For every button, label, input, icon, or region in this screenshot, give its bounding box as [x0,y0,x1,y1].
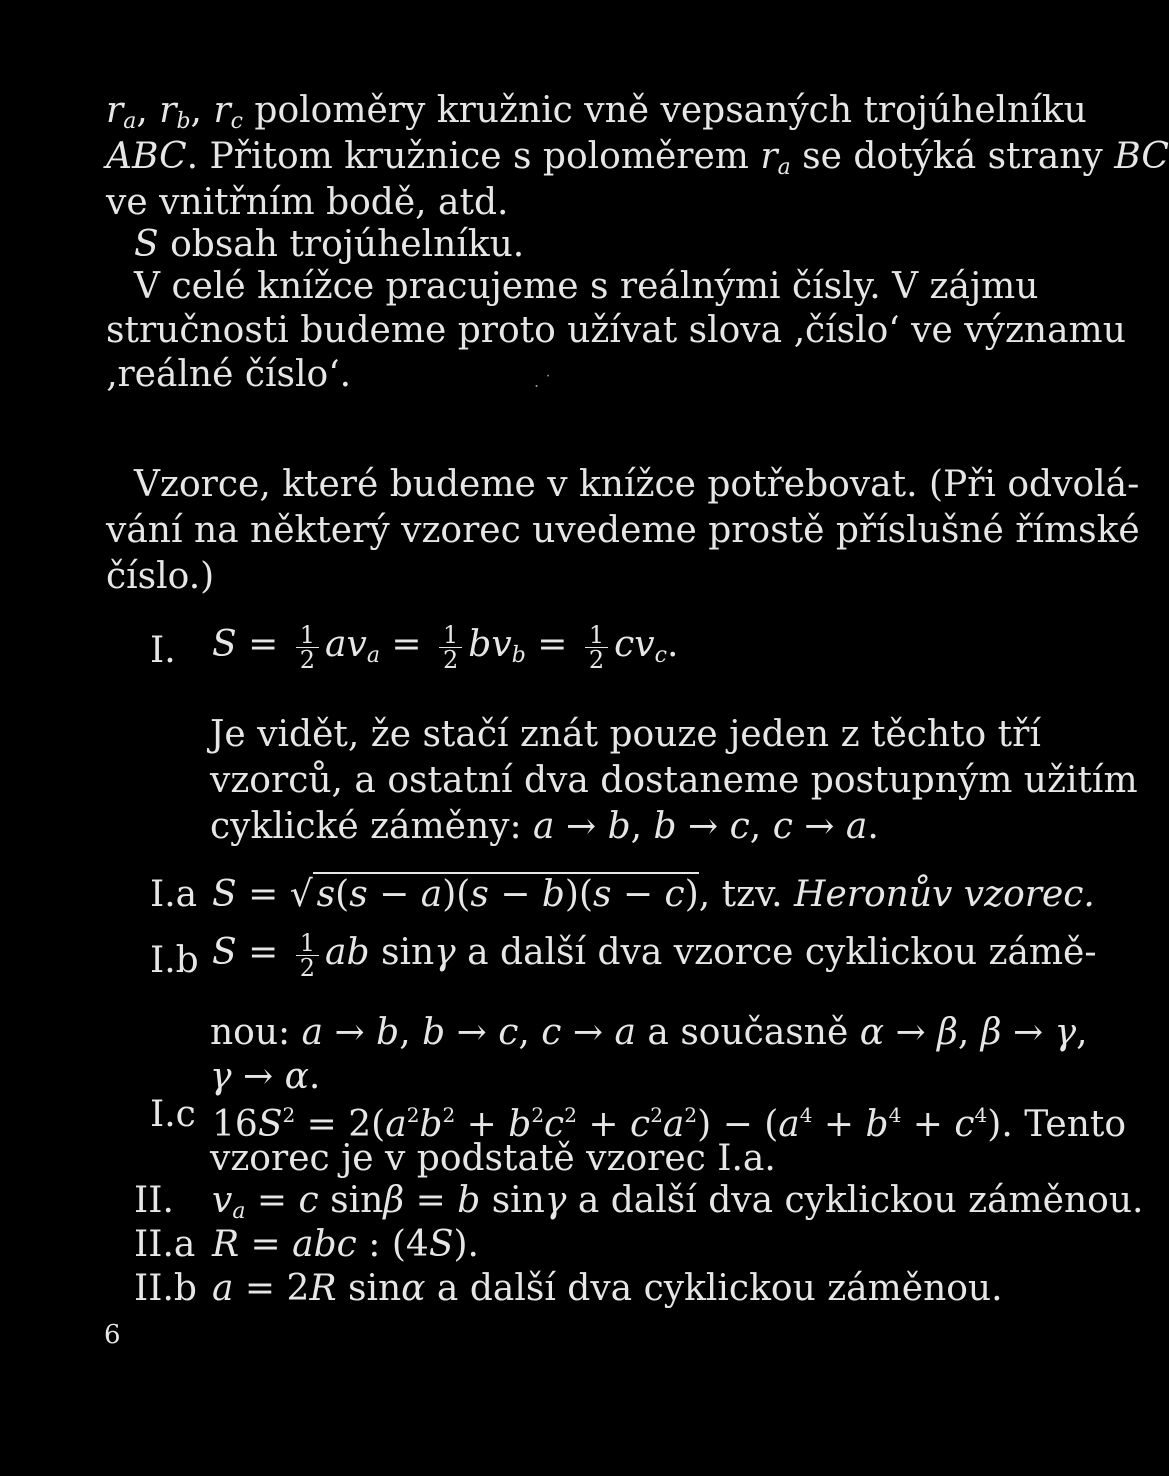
section-line-2: vání na některý vzorec uvedeme prostě příslušné římské [106,510,1140,551]
formula-IIa: R = abc : (4S). [212,1224,479,1265]
formula-Ib: S = $\frac{1}{2}$ ab sinγ a další dva vzorce cyklickou zámě- [212,928,1097,982]
formula-I-note-1: Je vidět, že stačí znát pouze jeden z těchto tří [210,714,1041,755]
formula-I-note-3: cyklické záměny: a → b, b → c, c → a. [210,806,879,847]
formula-label-Ic: I.c [150,1094,196,1135]
intro-line-5: V celé knížce pracujeme s reálnými čísly. V zájmu [134,266,1039,307]
section-line-1: Vzorce, které budeme v knížce potřebovat. (Při odvolá- [134,464,1140,505]
formula-I-note-2: vzorců, a ostatní dva dostaneme postupným užitím [210,760,1138,801]
formula-I: S = $\frac{1}{2}$ $av_a$ = $\frac{1}{2}$ $bv_b$ = $\frac{1}{2}$ $cv_c$. [212,620,679,674]
intro-line-3: ve vnitřním bodě, atd. [106,182,509,223]
intro-line-4: S obsah trojúhelníku. [134,224,525,265]
formula-Ia: S = √ s(s − a)(s − b)(s − c), tzv. Heronův vzorec. [212,874,1095,915]
formula-Ib-line-2: nou: a → b, b → c, c → a a současně α → β, β → γ, [210,1012,1088,1053]
formula-label-II: II. [134,1180,174,1221]
intro-line-2: ABC. Přitom kružnice s poloměrem $r_a$ se dotýká strany BC [106,136,1169,180]
formula-label-Ia: I.a [150,874,198,915]
formula-Ic: $16S^2 = 2(a^2b^2 + b^2c^2 + c^2a^2) - (a^4 + b^4 + c^4)$. Tento [212,1103,1127,1145]
formula-Ic-line-2: vzorec je v podstatě vzorec I.a. [210,1138,776,1179]
page-number: 6 [104,1320,121,1350]
formula-II: $v_a = c$ sinβ = b sinγ a další dva cyklickou záměnou. [212,1180,1144,1224]
formula-label-IIb: II.b [134,1268,197,1309]
stray-mark: . ˙ [534,372,553,391]
intro-line-7: ‚reálné číslo‘. [106,354,352,395]
formula-label-Ib: I.b [150,940,199,981]
section-line-3: číslo.) [106,556,215,597]
formula-label-IIa: II.a [134,1224,196,1265]
formula-Ib-line-3: γ → α. [210,1056,321,1097]
intro-line-1: $r_a$, $r_b$, $r_c$ poloměry kružnic vně vepsaných trojúhelníku [106,90,1087,134]
intro-line-6: stručnosti budeme proto užívat slova ‚číslo‘ ve významu [106,310,1126,351]
formula-label-I: I. [150,630,176,671]
formula-IIb: a = 2R sinα a další dva cyklickou záměnou. [212,1268,1003,1309]
